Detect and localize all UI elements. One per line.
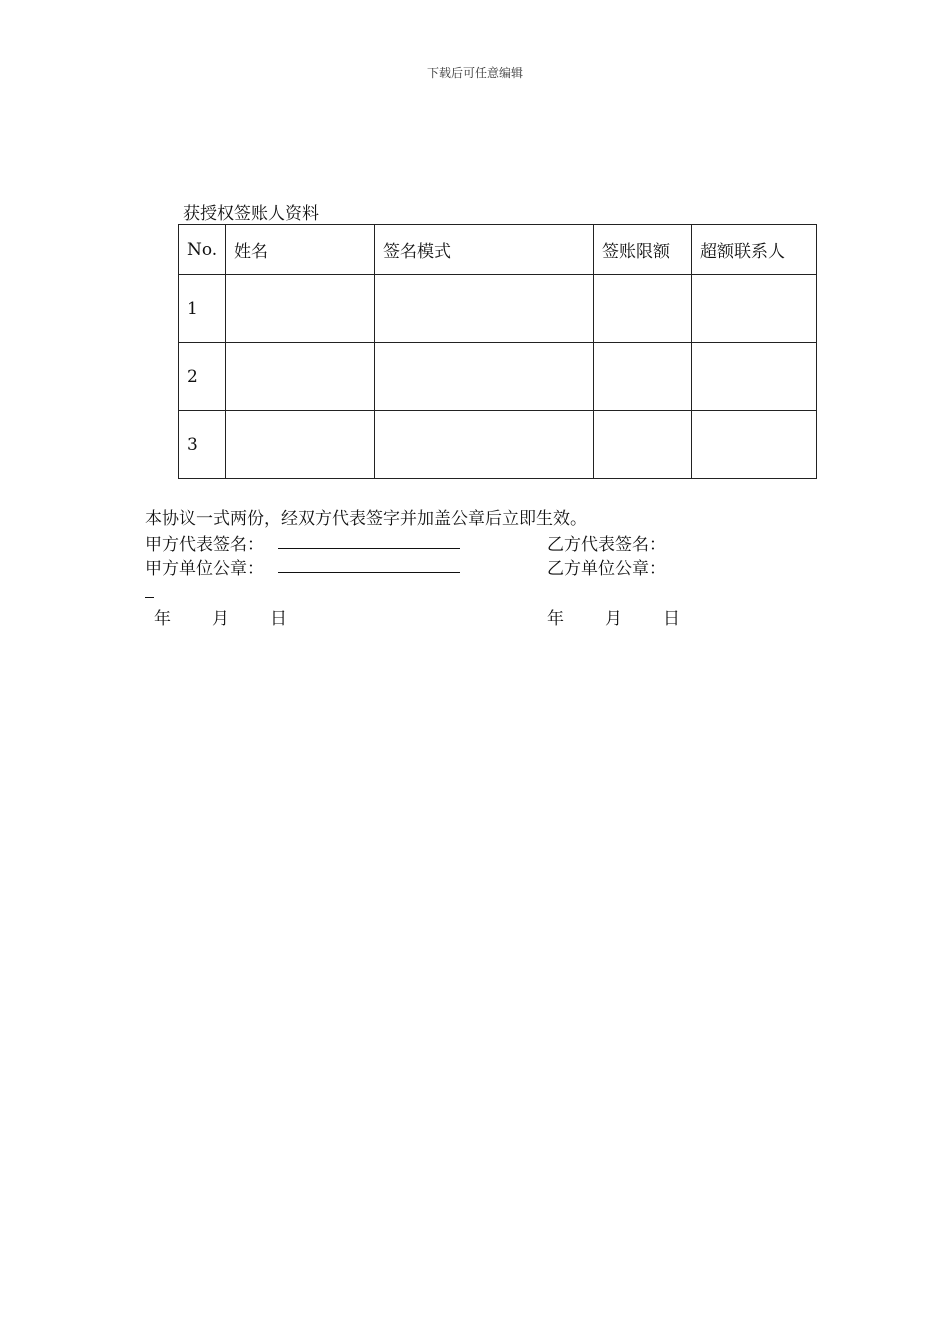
party-b-seal-label: 乙方单位公章： bbox=[547, 559, 666, 579]
column-header-no: No. bbox=[179, 225, 226, 275]
table-header-row bbox=[179, 225, 817, 275]
party-a-date-month: 月 bbox=[212, 609, 229, 629]
table-cell-name bbox=[226, 343, 375, 411]
table-cell-name bbox=[226, 275, 375, 343]
party-a-signature-label: 甲方代表签名： bbox=[145, 535, 264, 555]
table-cell-signature-mode bbox=[375, 275, 594, 343]
table-cell-no: 3 bbox=[179, 411, 226, 479]
party-a-date-day: 日 bbox=[270, 609, 287, 629]
underline-dash bbox=[145, 597, 154, 598]
authorized-signers-table bbox=[178, 224, 817, 479]
table-caption: 获授权签账人资料 bbox=[183, 204, 319, 224]
column-header-overlimit-contact: 超额联系人 bbox=[692, 225, 817, 275]
party-a-seal-line bbox=[278, 572, 460, 573]
column-header-signing-limit: 签账限额 bbox=[594, 225, 692, 275]
table-cell-no: 2 bbox=[179, 343, 226, 411]
table-cell-no: 1 bbox=[179, 275, 226, 343]
table-cell-signing-limit bbox=[594, 343, 692, 411]
party-b-date-month: 月 bbox=[605, 609, 622, 629]
party-a-signature-line bbox=[278, 548, 460, 549]
table-cell-signing-limit bbox=[594, 275, 692, 343]
party-b-signature-label: 乙方代表签名： bbox=[547, 535, 666, 555]
column-header-signature-mode: 签名模式 bbox=[375, 225, 594, 275]
page-header-note: 下载后可任意编辑 bbox=[426, 66, 523, 80]
party-a-seal-label: 甲方单位公章： bbox=[145, 559, 264, 579]
table-cell-signature-mode bbox=[375, 411, 594, 479]
agreement-statement: 本协议一式两份，经双方代表签字并加盖公章后立即生效。 bbox=[145, 509, 587, 529]
table-row bbox=[179, 411, 817, 479]
table-row bbox=[179, 275, 817, 343]
table-cell-overlimit-contact bbox=[692, 343, 817, 411]
table-cell-overlimit-contact bbox=[692, 411, 817, 479]
table-cell-name bbox=[226, 411, 375, 479]
table-cell-signing-limit bbox=[594, 411, 692, 479]
party-b-date-day: 日 bbox=[663, 609, 680, 629]
table-cell-signature-mode bbox=[375, 343, 594, 411]
party-b-date-year: 年 bbox=[547, 609, 564, 629]
column-header-name: 姓名 bbox=[226, 225, 375, 275]
table-cell-overlimit-contact bbox=[692, 275, 817, 343]
party-a-date-year: 年 bbox=[154, 609, 171, 629]
table-row bbox=[179, 343, 817, 411]
